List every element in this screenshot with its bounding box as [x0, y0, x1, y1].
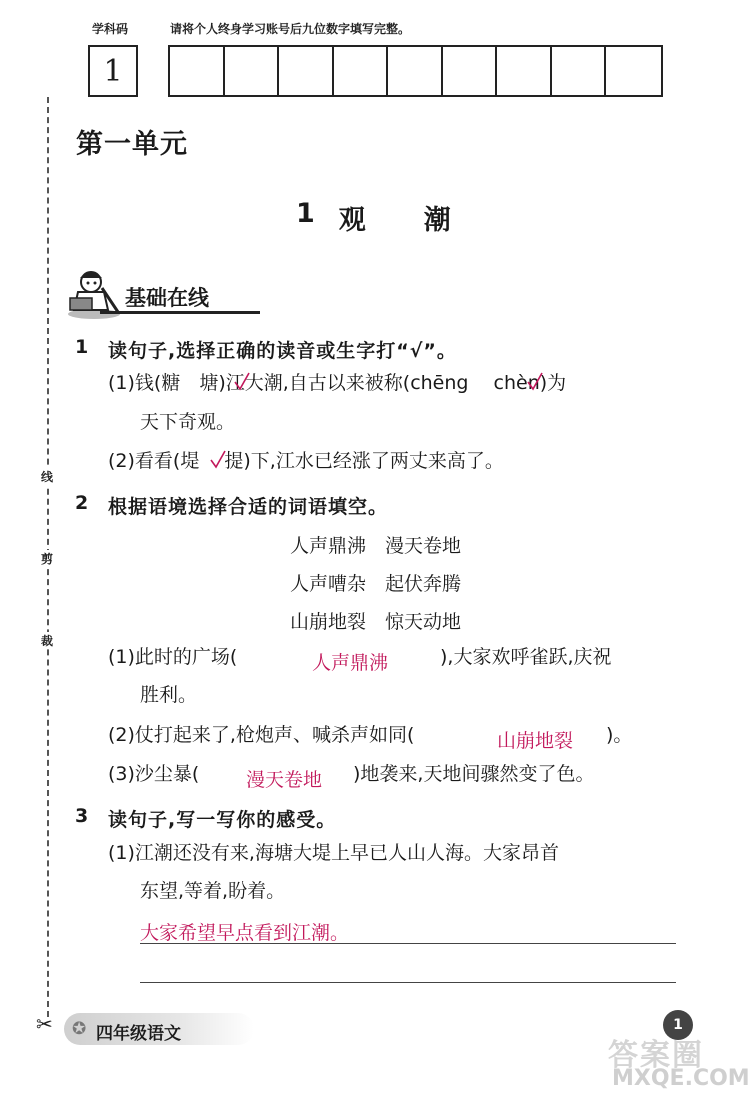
digit-cell[interactable]	[552, 47, 607, 95]
digit-cell[interactable]	[170, 47, 225, 95]
q2-item-1-cont: 胜利。	[140, 684, 198, 706]
question-prompt: 读句子,写一写你的感受。	[108, 809, 337, 831]
q3-item-1-cont: 东望,等着,盼着。	[140, 880, 286, 902]
answer-text: 人声鼎沸	[312, 652, 389, 674]
account-instruction: 请将个人终身学习账号后九位数字填写完整。	[170, 22, 411, 36]
unit-title: 第一单元	[76, 129, 188, 160]
check-mark	[208, 448, 228, 472]
star-icon: ✪	[72, 1019, 87, 1039]
lesson-number: 1	[296, 198, 315, 229]
cut-line-char: 裁	[36, 632, 58, 649]
digit-cell[interactable]	[497, 47, 552, 95]
subject-code-label: 学科码	[92, 22, 129, 36]
q3-item-1: (1)江潮还没有来,海塘大堤上早已人山人海。大家昂首	[108, 842, 559, 864]
lesson-title	[296, 198, 451, 237]
q1-item-1-cont: 天下奇观。	[140, 411, 236, 433]
q2-item-2-end: )。	[606, 724, 633, 746]
check-mark	[232, 370, 252, 394]
digit-cell[interactable]	[388, 47, 443, 95]
watermark-url: MXQE.COM	[612, 1066, 750, 1091]
q2-item-3-end: )地袭来,天地间骤然变了色。	[353, 763, 595, 785]
word-bank-row: 人声嘈杂 起伏奔腾	[290, 573, 462, 595]
watermark-text: 答案圈	[608, 1038, 704, 1073]
footer-book-title: 四年级语文	[96, 1024, 181, 1044]
cut-line-char: 线	[36, 468, 58, 485]
question-prompt: 根据语境选择合适的词语填空。	[108, 496, 389, 518]
section-title: 基础在线	[125, 286, 209, 310]
word-bank-row: 山崩地裂 惊天动地	[290, 611, 462, 633]
lesson-title-char: 观	[338, 205, 366, 236]
q1-item-2: (2)看看(堤 提)下,江水已经涨了两丈来高了。	[108, 450, 504, 472]
lesson-title-char: 潮	[423, 205, 451, 236]
q2-item-1-end: ),大家欢呼雀跃,庆祝	[440, 646, 612, 668]
q1-item-1: (1)钱(糖 塘)江大潮,自古以来被称(chēng chèn)为	[108, 372, 567, 394]
digit-cell[interactable]	[225, 47, 280, 95]
answer-line	[140, 982, 676, 983]
cut-line-char: 剪	[36, 550, 58, 567]
answer-text: 大家希望早点看到江潮。	[140, 922, 350, 944]
page-number-value: 1	[673, 1017, 683, 1033]
digit-cell[interactable]	[334, 47, 389, 95]
answer-text: 漫天卷地	[246, 769, 323, 791]
question-number: 3	[75, 805, 89, 827]
check-mark	[525, 370, 545, 394]
question-prompt: 读句子,选择正确的读音或生字打“√”。	[108, 340, 457, 362]
scissors-icon: ✂	[36, 1012, 53, 1036]
q2-item-1: (1)此时的广场(	[108, 646, 238, 668]
q2-item-2: (2)仗打起来了,枪炮声、喊杀声如同(	[108, 724, 415, 746]
digit-cell[interactable]	[279, 47, 334, 95]
question-number: 2	[75, 492, 89, 514]
subject-code-value: 1	[103, 53, 123, 89]
digit-cell[interactable]	[443, 47, 498, 95]
subject-code-box	[88, 45, 138, 97]
question-number: 1	[75, 336, 89, 358]
answer-text: 山崩地裂	[497, 730, 574, 752]
account-digit-boxes	[168, 45, 663, 97]
answer-line	[140, 943, 676, 944]
q2-item-3: (3)沙尘暴(	[108, 763, 200, 785]
word-bank-row: 人声鼎沸 漫天卷地	[290, 535, 462, 557]
section-underline	[100, 311, 260, 314]
digit-cell[interactable]	[606, 47, 661, 95]
